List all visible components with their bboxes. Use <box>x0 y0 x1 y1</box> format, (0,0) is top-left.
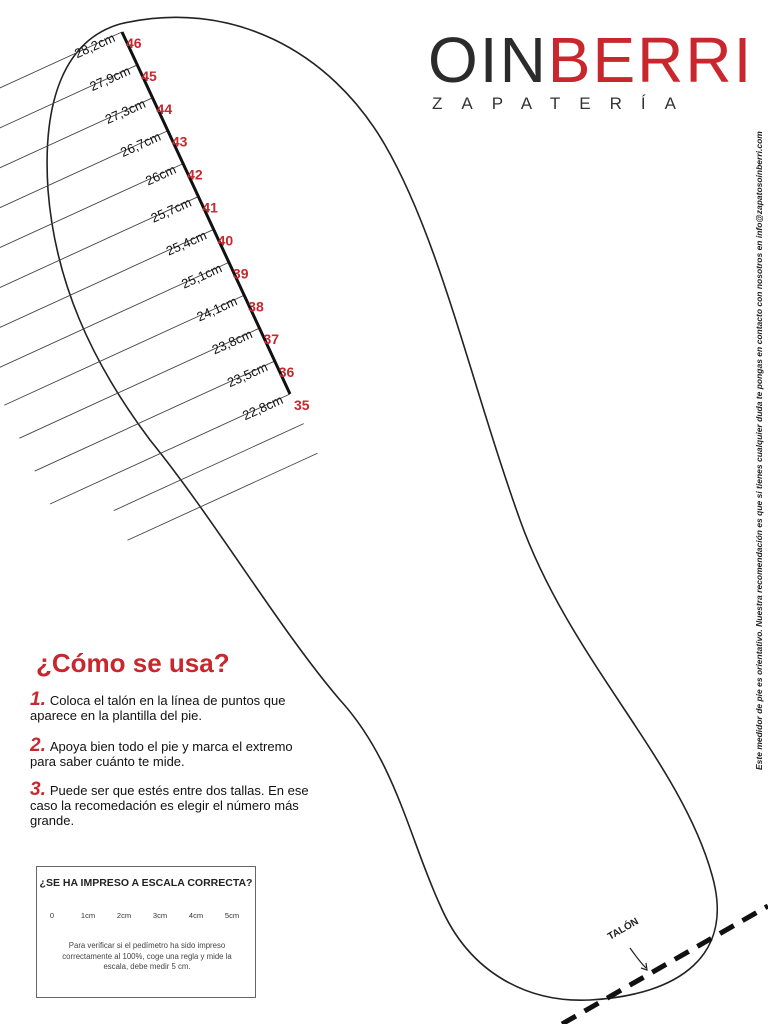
size-labels <box>72 30 310 423</box>
foot-outline <box>47 17 717 1000</box>
size-number-label: 46 <box>126 35 142 51</box>
scale-labels <box>37 911 255 923</box>
instruction-step-1 <box>30 689 310 723</box>
logo-part-right: BERRI <box>547 24 754 96</box>
size-cm-label: 25,4cm <box>163 227 209 259</box>
size-cm-label: 27,3cm <box>102 95 148 127</box>
size-cm-label: 26,7cm <box>117 128 164 160</box>
size-number-label: 45 <box>141 67 157 84</box>
size-number-label: 42 <box>187 166 203 183</box>
size-number-label: 37 <box>263 331 280 348</box>
size-cm-label: 22,8cm <box>240 392 286 424</box>
brand-logo <box>428 24 754 118</box>
scale-check-note: Para verificar si el pedímetro ha sido impreso correctamente al 100%, coge una regla y mide la escala, debe medir 5 cm. <box>62 941 232 971</box>
heel-arrow-icon <box>630 948 646 968</box>
scale-check-title: ¿SE HA IMPRESO A ESCALA CORRECTA? <box>39 877 253 889</box>
step-number: 2. <box>30 735 46 756</box>
ruler-label: 0 <box>49 911 55 920</box>
logo-wordmark <box>428 24 754 96</box>
size-cm-label: 25,1cm <box>179 260 225 292</box>
size-number-label: 44 <box>156 100 173 117</box>
instructions-title: ¿Cómo se usa? <box>36 648 230 678</box>
size-cm-label: 26cm <box>143 161 179 189</box>
heel-label: TALÓN <box>606 916 641 943</box>
size-cm-label: 27,9cm <box>87 62 133 94</box>
step-text: Apoya bien todo el pie y marca el extremo para saber cuánto te mide. <box>30 739 293 769</box>
instruction-step-3 <box>30 779 310 828</box>
ruler-label: 5cm <box>224 911 240 920</box>
heel-dashed-line <box>562 906 768 1024</box>
ruler-label: 2cm <box>116 911 132 920</box>
size-cm-label: 28,2cm <box>72 30 118 62</box>
size-cm-label: 23,8cm <box>209 326 255 358</box>
instruction-step-2 <box>30 735 310 769</box>
size-line <box>127 453 317 540</box>
ruler-label: 3cm <box>152 911 168 920</box>
ruler-label: 1cm <box>80 911 96 920</box>
size-number-label: 35 <box>294 397 310 413</box>
size-cm-label: 23,5cm <box>224 359 270 391</box>
scale-check-box <box>36 866 256 998</box>
ruler-label: 4cm <box>188 911 204 920</box>
size-cm-label: 25,7cm <box>148 194 194 226</box>
size-line <box>114 424 304 511</box>
size-number-label: 40 <box>217 232 234 249</box>
logo-subtitle: ZAPATERÍA <box>432 94 695 113</box>
size-number-label: 36 <box>278 364 295 381</box>
size-cm-label: 24,1cm <box>194 293 240 325</box>
side-note-text: Este medidor de pie es orientativo. Nuestra recomendación es que si tienes cualquier duda te pongas en contacto con nosotros en info@zapatosoinberri.com <box>754 131 764 770</box>
size-number-label: 41 <box>202 199 218 216</box>
step-number: 1. <box>30 689 46 710</box>
size-number-label: 43 <box>171 133 188 150</box>
step-text: Puede ser que estés entre dos tallas. En ese caso la recomedación es elegir el número más grande. <box>30 783 309 828</box>
size-number-label: 39 <box>232 265 249 282</box>
size-number-label: 38 <box>248 298 264 315</box>
logo-part-left: OIN <box>428 24 548 96</box>
side-note <box>754 131 766 770</box>
step-text: Coloca el talón en la línea de puntos que aparece en la plantilla del pie. <box>30 693 286 723</box>
step-number: 3. <box>30 779 46 800</box>
